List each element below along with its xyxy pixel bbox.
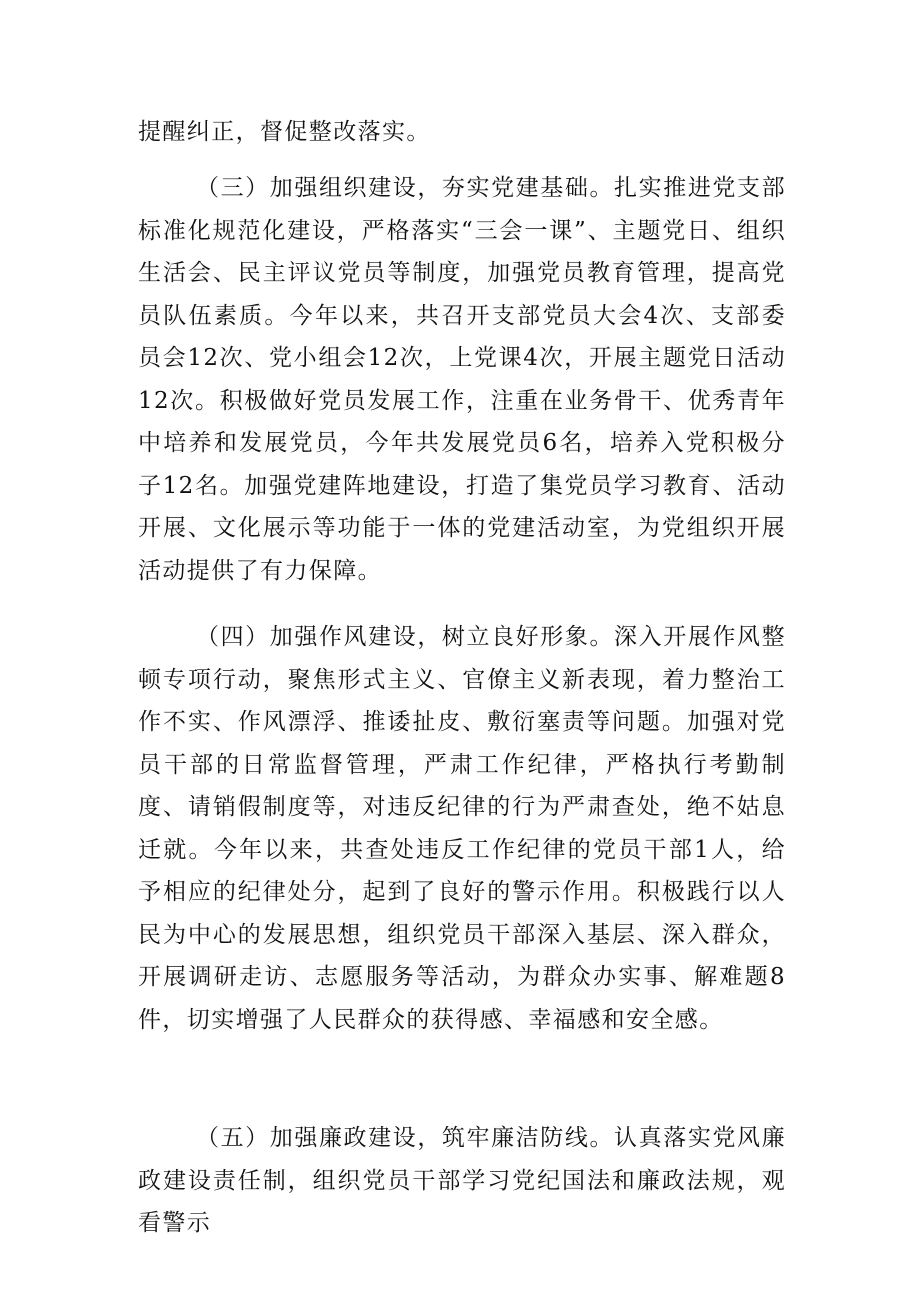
- paragraph-work-style-building: （四）加强作风建设，树立良好形象。深入开展作风整顿专项行动，聚焦形式主义、官僚主义新表现，着力整治工作不实、作风漂浮、推诿扯皮、敷衍塞责等问题。加强对党员干部的日常监督管理，严肃工作纪律，严格执行考勤制度、请销假制度等，对违反纪律的行为严肃查处，绝不姑息迁就。今年以来，共查处违反工作纪律的党员干部1人，给予相应的纪律处分，起到了良好的警示作用。积极践行以人民为中心的发展思想，组织党员干部深入基层、深入群众，开展调研走访、志愿服务等活动，为群众办实事、解难题8件，切实增强了人民群众的获得感、幸福感和安全感。: [138, 624, 786, 1033]
- paragraph-integrity-building: （五）加强廉政建设，筑牢廉洁防线。认真落实党风廉政建设责任制，组织党员干部学习党纪国法和廉政法规，观看警示: [138, 1125, 786, 1236]
- paragraph-continuation: 提醒纠正，督促整改落实。: [138, 119, 431, 145]
- paragraph-organization-building: （三）加强组织建设，夯实党建基础。扎实推进党支部标准化规范化建设，严格落实“三会一课”、主题党日、组织生活会、民主评议党员等制度，加强党员教育管理，提高党员队伍素质。今年以来，共召开支部党员大会4次、支部委员会12次、党小组会12次，上党课4次，开展主题党日活动12次。积极做好党员发展工作，注重在业务骨干、优秀青年中培养和发展党员，今年共发展党员6名，培养入党积极分子12名。加强党建阵地建设，打造了集党员学习教育、活动开展、文化展示等功能于一体的党建活动室，为党组织开展活动提供了有力保障。: [138, 175, 786, 584]
